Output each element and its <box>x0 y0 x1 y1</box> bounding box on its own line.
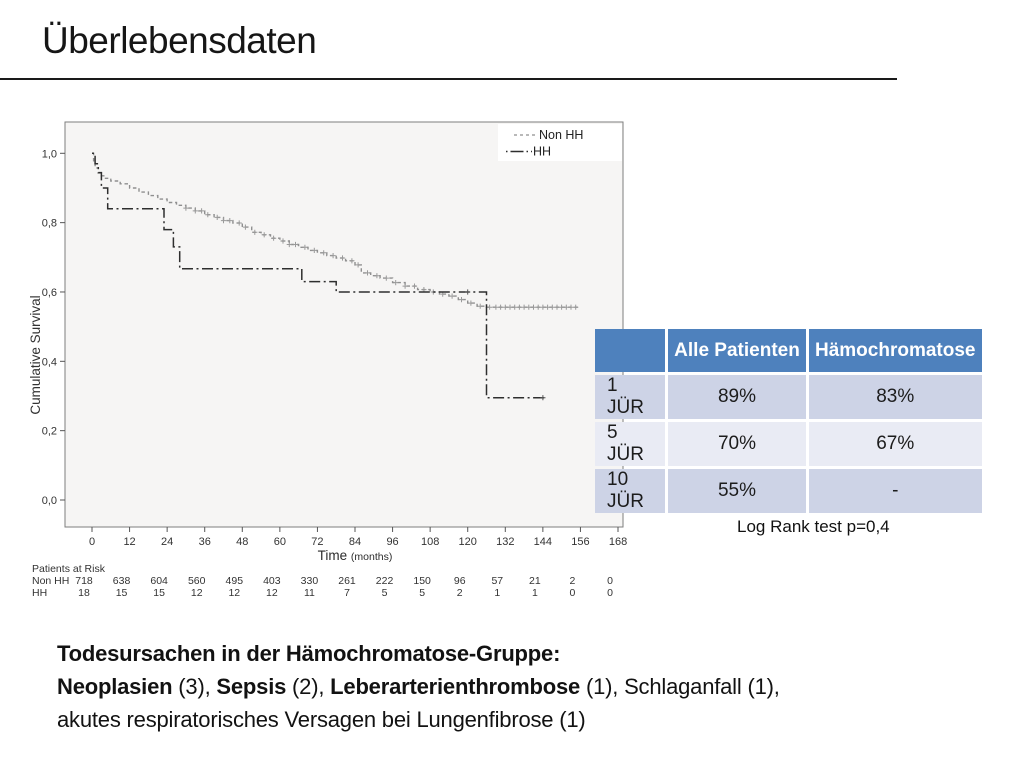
row-label-5jur: 5 JÜR <box>595 422 665 466</box>
x-axis-tick-label: 0 <box>88 536 96 548</box>
death-causes-line3: akutes respiratorisches Versagen bei Lungenfibrose (1) <box>57 707 586 732</box>
x-axis-tick-label: 96 <box>386 536 399 548</box>
death-causes <box>57 637 957 736</box>
risk-value: 403 <box>263 575 281 587</box>
row-label-1jur: 1 JÜR <box>595 375 665 419</box>
x-axis-tick-label: 36 <box>198 536 211 548</box>
x-axis-tick-label: 24 <box>161 536 174 548</box>
summary-header-alle-patienten: Alle Patienten <box>668 329 806 372</box>
x-axis-title: Time (months) <box>317 548 393 563</box>
risk-value: 18 <box>78 587 90 599</box>
y-axis-tick-label: 1,0 <box>41 148 57 161</box>
risk-value: 1 <box>531 587 538 599</box>
table-row <box>595 422 982 466</box>
legend-label-hh: HH <box>533 144 552 159</box>
log-rank-note: Log Rank test p=0,4 <box>737 517 890 536</box>
risk-value: 12 <box>228 587 241 599</box>
risk-value: 150 <box>413 575 431 587</box>
x-axis-tick-label: 108 <box>420 536 440 548</box>
risk-value: 330 <box>300 575 319 587</box>
x-axis-tick-label: 168 <box>608 536 628 548</box>
x-axis-tick-label: 120 <box>458 536 477 548</box>
summary-header-haemochromatose: Hämochromatose <box>809 329 982 372</box>
summary-table <box>592 326 985 516</box>
death-cause-text: (3), <box>172 674 217 699</box>
legend-label-non-hh: Non HH <box>539 128 584 142</box>
value-5jur-hh: 67% <box>809 422 982 466</box>
x-axis-tick-label: 84 <box>348 536 362 548</box>
death-causes-list <box>57 670 957 703</box>
risk-value: 96 <box>453 575 466 587</box>
summary-table-header-row <box>595 329 982 372</box>
risk-value: 0 <box>607 575 613 587</box>
risk-value: 7 <box>344 587 350 599</box>
row-label-10jur: 10 JÜR <box>595 469 665 513</box>
y-axis-tick-label: 0,6 <box>41 286 57 299</box>
risk-value: 12 <box>266 587 278 599</box>
table-row <box>595 469 982 513</box>
x-axis-tick-label: 132 <box>496 536 515 548</box>
value-10jur-hh: - <box>809 469 982 513</box>
risk-value: 57 <box>491 575 504 587</box>
risk-value: 604 <box>150 575 168 587</box>
x-axis-tick-label: 48 <box>236 536 249 548</box>
plot-area <box>65 122 623 527</box>
y-axis-title: Cumulative Survival <box>28 295 43 415</box>
risk-value: 0 <box>569 587 576 599</box>
risk-value: 1 <box>494 587 501 599</box>
y-axis-tick-label: 0,0 <box>41 495 57 507</box>
risk-value: 15 <box>153 587 165 599</box>
x-axis-tick-label: 144 <box>533 536 553 548</box>
risk-value: 5 <box>381 587 388 599</box>
risk-value: 2 <box>456 587 463 599</box>
death-cause-name: Leberarterienthrombose <box>330 674 581 699</box>
death-cause-text: (2), <box>286 674 331 699</box>
risk-value: 495 <box>225 575 244 587</box>
risk-value: 12 <box>190 587 203 599</box>
y-axis-tick-label: 0,4 <box>41 356 57 369</box>
death-cause-name: Sepsis <box>216 674 287 699</box>
death-cause-text: (1), Schlaganfall (1), <box>580 674 780 699</box>
value-1jur-alle: 89% <box>668 375 806 419</box>
x-axis-tick-label: 60 <box>273 536 286 548</box>
risk-value: 638 <box>112 575 131 587</box>
x-axis-tick-label: 156 <box>571 536 590 548</box>
death-cause-name: Neoplasien <box>57 674 173 699</box>
x-axis-tick-label: 12 <box>123 536 136 548</box>
value-5jur-alle: 70% <box>668 422 806 466</box>
y-axis-tick-label: 0,2 <box>41 425 57 438</box>
km-figure <box>27 112 640 607</box>
risk-value: 0 <box>607 587 613 599</box>
risk-value: 15 <box>115 587 128 599</box>
risk-row-label: Non HH <box>32 575 70 587</box>
y-axis-tick-label: 0,8 <box>41 217 57 230</box>
survival-chart <box>27 112 640 607</box>
x-axis-tick-label: 72 <box>311 536 324 548</box>
value-10jur-alle: 55% <box>668 469 806 513</box>
risk-value: 2 <box>569 575 576 587</box>
patients-at-risk-label: Patients at Risk <box>32 563 105 575</box>
page-title: Überlebensdaten <box>42 20 317 61</box>
death-causes-heading: Todesursachen in der Hämochromatose-Gruppe: <box>57 641 561 666</box>
risk-value: 11 <box>303 587 315 599</box>
value-1jur-hh: 83% <box>809 375 982 419</box>
risk-value: 718 <box>75 575 93 587</box>
table-row <box>595 375 982 419</box>
risk-value: 261 <box>338 575 356 587</box>
risk-value: 560 <box>187 575 206 587</box>
risk-value: 222 <box>375 575 394 587</box>
risk-row-label: HH <box>32 587 48 599</box>
title-rule <box>0 78 897 80</box>
risk-value: 5 <box>419 587 426 599</box>
summary-header-empty <box>595 329 665 372</box>
risk-value: 21 <box>529 575 541 587</box>
